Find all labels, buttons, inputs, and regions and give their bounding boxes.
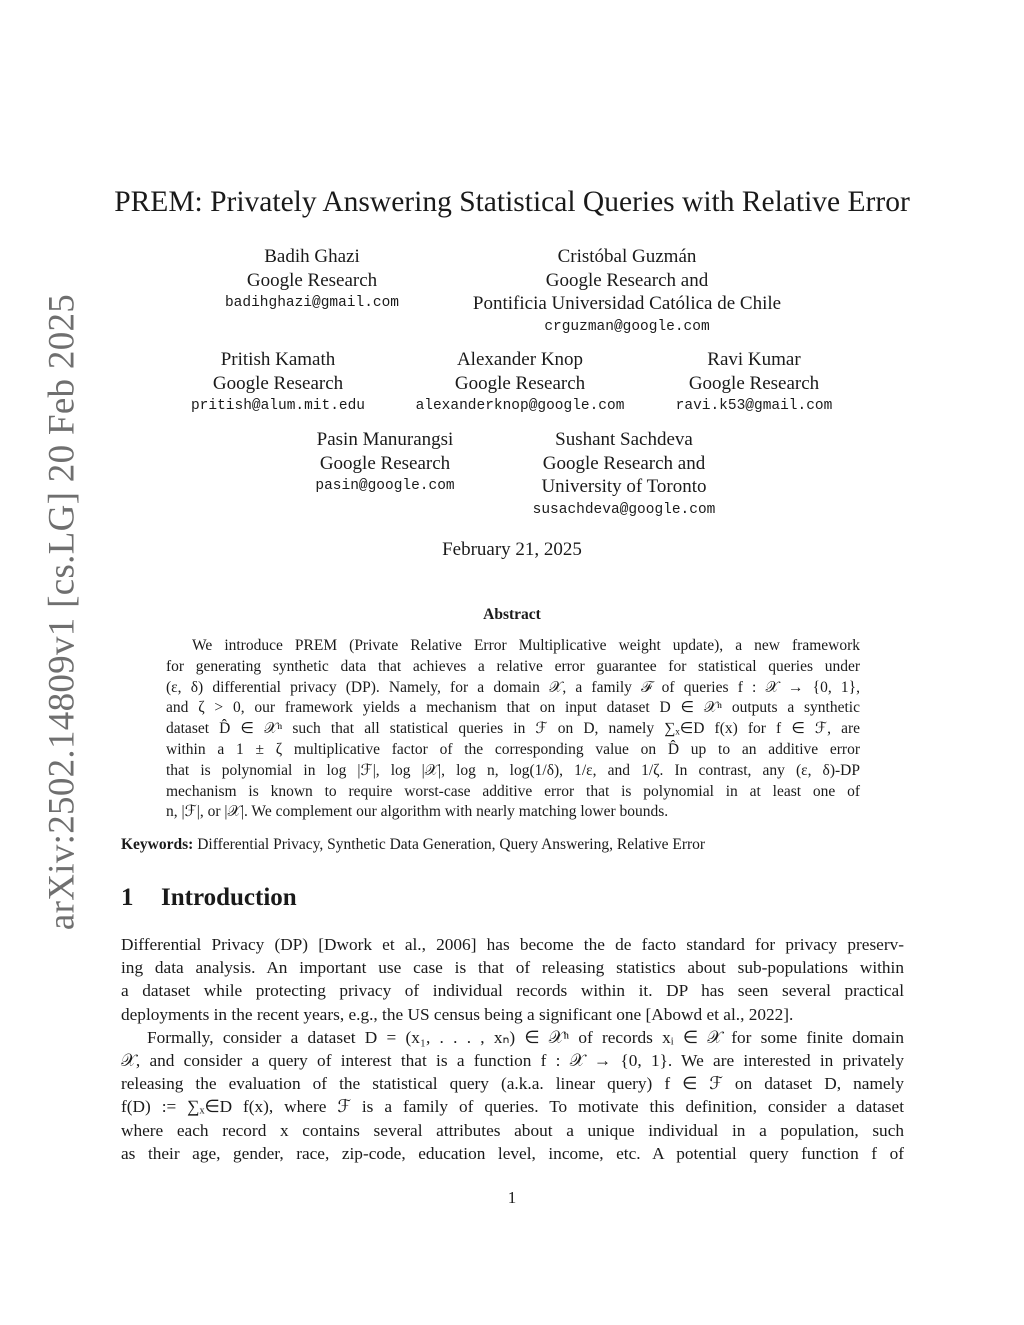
author-affiliation: Google Research bbox=[212, 372, 344, 394]
author-email[interactable]: badihghazi@gmail.com bbox=[224, 295, 400, 311]
abstract-line: mechanism is known to require worst-case additive error that is polynomial in at least one of bbox=[166, 782, 860, 800]
author-name: Ravi Kumar bbox=[707, 349, 801, 370]
author-block bbox=[315, 428, 454, 499]
abstract-line: n, |ℱ|, or |𝒳|. We complement our algorithm with nearly matching lower bounds. bbox=[166, 803, 669, 821]
author-affiliation: Google Research bbox=[319, 452, 451, 474]
author-email[interactable]: pasin@google.com bbox=[315, 478, 455, 494]
abstract-body bbox=[166, 636, 860, 823]
body-line: f(D) := ∑ₓ∈D f(x), where ℱ is a family of queries. To motivate this definition, consider a dataset bbox=[121, 1097, 904, 1117]
author-email[interactable]: crguzman@google.com bbox=[544, 318, 710, 335]
author-block bbox=[416, 348, 625, 419]
author-name: Pritish Kamath bbox=[220, 349, 336, 370]
author-email[interactable]: pritish@alum.mit.edu bbox=[190, 398, 366, 414]
abstract-line: within a 1 ± ζ multiplicative factor of the corresponding value on D̂ up to an additive error bbox=[166, 740, 860, 758]
body-line: a dataset while protecting privacy of individual records within it. DP has seen several practical bbox=[121, 981, 904, 1001]
author-block bbox=[191, 348, 365, 419]
introduction-body bbox=[121, 933, 904, 1165]
keywords-text: Differential Privacy, Synthetic Data Generation, Query Answering, Relative Error bbox=[197, 836, 706, 853]
author-email[interactable]: ravi.k53@gmail.com bbox=[675, 398, 833, 414]
author-email[interactable]: alexanderknop@google.com bbox=[415, 398, 625, 414]
body-line: deployments in the recent years, e.g., the US census being a significant one [Abowd et al., 2022]. bbox=[121, 1004, 794, 1024]
author-name: Alexander Knop bbox=[456, 349, 584, 370]
paper-title: PREM: Privately Answering Statistical Queries with Relative Error bbox=[114, 186, 910, 218]
author-block bbox=[533, 428, 716, 522]
body-line: Formally, consider a dataset D = (x₁, . . . , xₙ) ∈ 𝒳ⁿ of records xᵢ ∈ 𝒳 for some finite domain bbox=[147, 1027, 904, 1047]
body-line: where each record x contains several attributes about a unique individual in a population, such bbox=[121, 1120, 904, 1140]
section-heading bbox=[121, 884, 297, 912]
arxiv-identifier-stamp: arXiv:2502.14809v1 [cs.LG] 20 Feb 2025 bbox=[41, 293, 83, 931]
page-number: 1 bbox=[507, 1188, 517, 1207]
author-affiliation: Google Research bbox=[454, 372, 586, 394]
author-affiliation: University of Toronto bbox=[541, 476, 707, 497]
author-block bbox=[676, 348, 833, 419]
abstract-line: for generating synthetic data that achieves a relative error guarantee for statistical queries under bbox=[166, 657, 860, 675]
abstract-line: and ζ > 0, our framework yields a mechanism that on input dataset D ∈ 𝒳ⁿ outputs a synthetic bbox=[166, 699, 860, 717]
section-title: Introduction bbox=[161, 884, 297, 911]
body-line: releasing the evaluation of the statistical query (a.k.a. linear query) f ∈ ℱ on dataset D, namely bbox=[121, 1074, 904, 1094]
author-email[interactable]: susachdeva@google.com bbox=[532, 501, 716, 518]
body-line: ing data analysis. An important use case is that of releasing statistics about sub-populations within bbox=[121, 958, 904, 978]
author-affiliation: Pontificia Universidad Católica de Chile bbox=[472, 293, 782, 314]
author-affiliation: Google Research and bbox=[542, 452, 706, 474]
author-name: Cristóbal Guzmán bbox=[557, 246, 697, 267]
abstract-heading: Abstract bbox=[483, 606, 541, 623]
author-name: Sushant Sachdeva bbox=[555, 429, 693, 450]
author-affiliation: Google Research bbox=[688, 372, 820, 394]
section-number: 1 bbox=[121, 884, 134, 911]
author-affiliation: Google Research bbox=[246, 269, 378, 291]
author-name: Pasin Manurangsi bbox=[316, 429, 454, 450]
publication-date: February 21, 2025 bbox=[442, 539, 582, 560]
author-affiliation: Google Research and bbox=[545, 269, 709, 291]
author-block bbox=[225, 245, 399, 316]
author-name: Badih Ghazi bbox=[264, 246, 360, 267]
author-block bbox=[473, 245, 781, 339]
keywords-line bbox=[121, 836, 911, 854]
body-line: as their age, gender, race, zip-code, education level, income, etc. A potential query function f of bbox=[121, 1143, 904, 1163]
abstract-line: dataset D̂ ∈ 𝒳ⁿ such that all statistical queries in ℱ on D, namely ∑ₓ∈D f(x) for f ∈ ℱ, are bbox=[166, 720, 860, 738]
abstract-line: We introduce PREM (Private Relative Error Multiplicative weight update), a new framework bbox=[192, 637, 860, 654]
body-line: 𝒳, and consider a query of interest that is a function f : 𝒳 → {0, 1}. We are interested in privately bbox=[121, 1051, 904, 1071]
abstract-line: (ε, δ) differential privacy (DP). Namely, for a domain 𝒳, a family ℱ of queries f : 𝒳 → {0, 1}, bbox=[166, 678, 860, 696]
abstract-line: that is polynomial in log |ℱ|, log |𝒳|, log n, log(1/δ), 1/ε, and 1/ζ. In contrast, any (ε, δ)-DP bbox=[166, 761, 860, 779]
keywords-label: Keywords: bbox=[121, 836, 194, 853]
body-line: Differential Privacy (DP) [Dwork et al., 2006] has become the de facto standard for privacy preserv- bbox=[121, 935, 904, 954]
